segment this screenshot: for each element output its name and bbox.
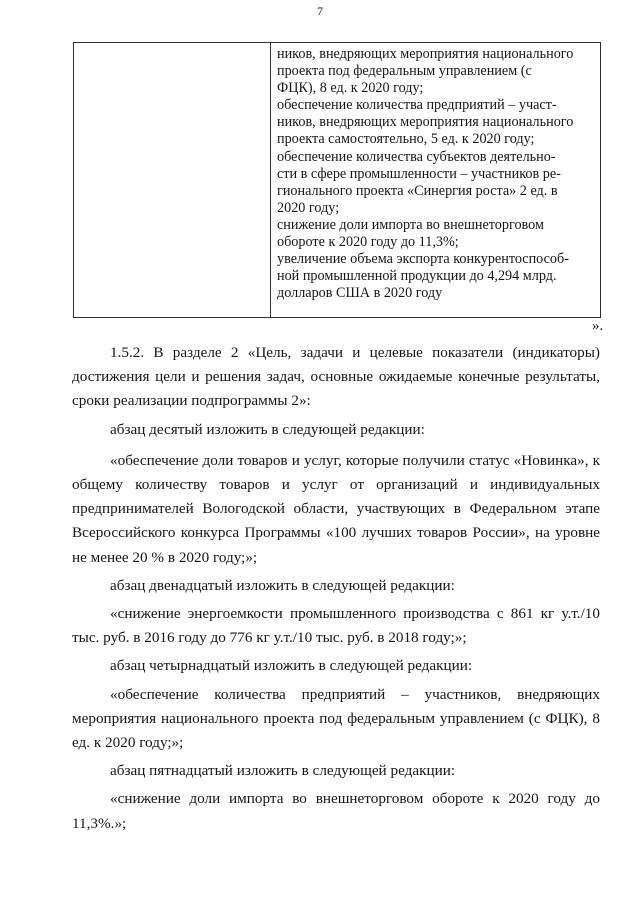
paragraph-instruction: абзац двенадцатый изложить в следующей редакции:	[110, 576, 455, 594]
paragraph-quoted-text: «обеспечение количества предприятий – участников, внедряющих мероприятия национального проекта под федеральным управлением (с ФЦК), 8 ед. к 2020 году;»;	[72, 685, 600, 752]
table-line: долларов США в 2020 году	[277, 285, 443, 302]
table-line: 2020 году;	[277, 199, 340, 216]
table-line: ФЦК), 8 ед. к 2020 году;	[277, 80, 424, 97]
paragraph-quoted-text: «снижение доли импорта во внешнеторговом обороте к 2020 году до 11,3%.»;	[72, 790, 600, 832]
paragraph-quoted-text: «снижение энергоемкости промышленного производства с 861 кг у.т./10 тыс. руб. в 2016 году до 776 кг у.т./10 тыс. руб. в 2018 году;»;	[72, 605, 600, 647]
paragraph-instruction: абзац четырнадцатый изложить в следующей редакции:	[110, 657, 473, 675]
continuation-table	[73, 42, 601, 318]
paragraph-instruction: абзац десятый изложить в следующей редакции:	[110, 420, 425, 438]
table-line: обороте к 2020 году до 11,3%;	[277, 234, 459, 251]
closing-quote: ».	[592, 318, 604, 334]
table-line: обеспечение количества субъектов деятельно-	[277, 148, 556, 165]
table-left-cell	[74, 43, 271, 318]
table-line: снижение доли импорта во внешнеторговом	[277, 216, 544, 233]
table-line: ной промышленной продукции до 4,294 млрд.	[277, 268, 557, 285]
table-line: ников, внедряющих мероприятия национального	[277, 114, 574, 131]
page-number: 7	[317, 4, 323, 18]
paragraph-instruction: абзац пятнадцатый изложить в следующей редакции:	[110, 762, 456, 780]
paragraph-quoted-text: «обеспечение доли товаров и услуг, которые получили статус «Новинка», к общему количеству товаров и услуг от организаций и индивидуальных предпринимателей Вологодской области, участвующих в Федеральном этапе Всероссийского конкурса Программы «100 лучших товаров России», на уровне не менее 20 % в 2020 году;»;	[72, 451, 600, 566]
table-line: обеспечение количества предприятий – участ-	[277, 97, 557, 114]
table-line: сти в сфере промышленности – участников ре-	[277, 165, 561, 182]
table-line: гионального проекта «Синергия роста» 2 ед. в	[277, 182, 558, 199]
table-line: проекта самостоятельно, 5 ед. к 2020 году;	[277, 131, 535, 148]
body-text	[72, 341, 600, 836]
table-line: увеличение объема экспорта конкурентоспособ-	[277, 251, 569, 268]
table-right-cell	[271, 43, 601, 318]
table-line: проекта под федеральным управлением (с	[277, 63, 532, 80]
paragraph-section-heading: 1.5.2. В разделе 2 «Цель, задачи и целевые показатели (индикаторы) достижения цели и решения задач, основные ожидаемые конечные результаты, сроки реализации подпрограммы 2»:	[72, 344, 600, 410]
table-line: ников, внедряющих мероприятия национального	[277, 46, 574, 62]
